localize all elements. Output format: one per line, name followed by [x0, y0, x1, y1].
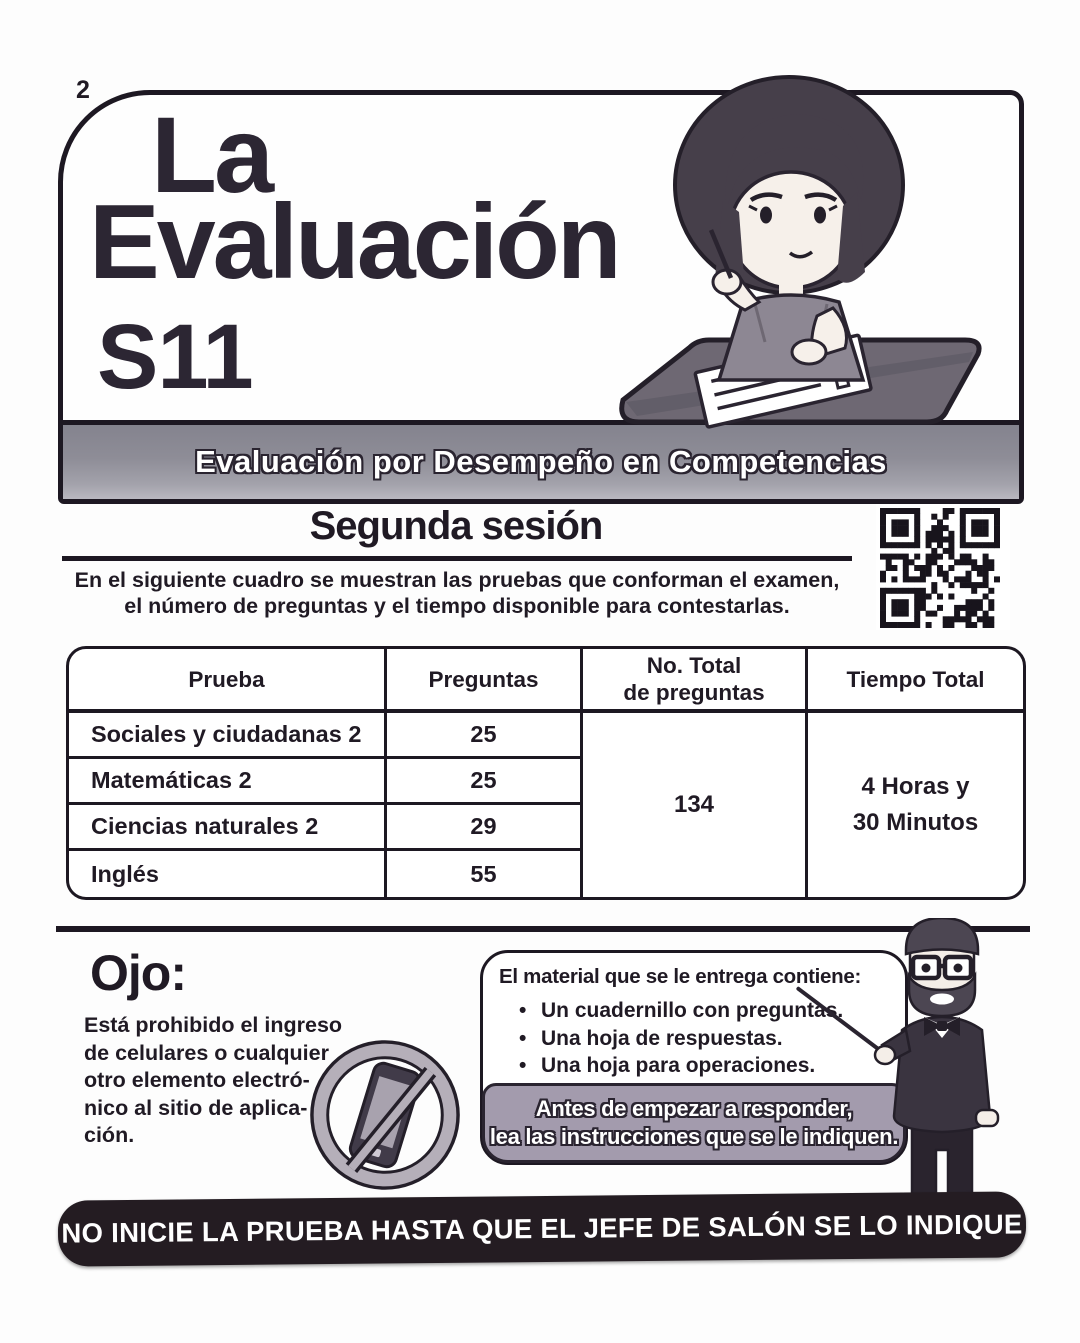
ojo-text: Está prohibido el ingreso de celulares o cualquier otro elemento electró- nico al sitio de aplica- ción. [84, 1013, 343, 1147]
table-row-prueba: Ciencias naturales 2 [69, 805, 387, 851]
table-row-prueba: Matemáticas 2 [69, 759, 387, 805]
teacher-pointing-illustration [872, 918, 1012, 1213]
no-phone-icon [306, 1036, 464, 1194]
total-preguntas-cell: 134 [583, 713, 808, 897]
list-item: • Un cuadernillo con preguntas. [519, 997, 899, 1025]
bullet-icon: • [519, 999, 527, 1022]
list-item: • Una hoja de respuestas. [519, 1025, 899, 1053]
list-item: • Una hoja para operaciones. [519, 1052, 899, 1080]
col-header-preguntas: Preguntas [387, 649, 583, 713]
instruction-banner: Antes de empezar a responder, lea las instrucciones que se le indiquen. [482, 1083, 906, 1163]
session-intro [62, 567, 852, 619]
bullet-icon: • [519, 1026, 527, 1050]
ojo-heading: Ojo: [90, 945, 186, 1001]
table-row-preguntas: 25 [387, 713, 583, 759]
material-intro: El material que se le entrega contiene: [499, 965, 861, 988]
table-row-preguntas: 25 [387, 759, 583, 805]
session-heading: Segunda sesión [309, 504, 603, 548]
table-row-preguntas: 55 [387, 851, 583, 897]
exam-structure-table [66, 646, 1026, 900]
col-header-total: No. Total de preguntas [583, 649, 808, 713]
session-underline [62, 556, 852, 561]
col-header-prueba: Prueba [69, 649, 387, 713]
col-header-tiempo: Tiempo Total [808, 649, 1023, 713]
table-row-prueba: Sociales y ciudadanas 2 [69, 713, 387, 759]
bullet-icon: • [519, 1054, 527, 1077]
footer-warning-bar [58, 1191, 1027, 1266]
header-banner-text: Evaluación por Desempeño en Competencias [195, 444, 887, 479]
footer-warning-text: NO INICIE LA PRUEBA HASTA QUE EL JEFE DE SALÓN SE LO INDIQUE [61, 1208, 1023, 1249]
material-list [519, 997, 899, 1080]
woman-writing-illustration [593, 50, 1017, 436]
title-line-2: Evaluación [89, 183, 619, 301]
page-number: 2 [76, 76, 90, 104]
title-line-1: La [151, 94, 272, 215]
qr-code-icon [876, 504, 1010, 630]
session-intro-line-1: En el siguiente cuadro se muestran las pruebas que conforman el examen, [74, 568, 840, 592]
material-box [480, 950, 908, 1165]
table-row-preguntas: 29 [387, 805, 583, 851]
tiempo-total-cell: 4 Horas y 30 Minutos [852, 773, 979, 836]
title-line-3: S11 [97, 306, 253, 408]
table-row-prueba: Inglés [69, 851, 387, 897]
session-intro-line-2: el número de preguntas y el tiempo disponible para contestarlas. [124, 594, 790, 618]
